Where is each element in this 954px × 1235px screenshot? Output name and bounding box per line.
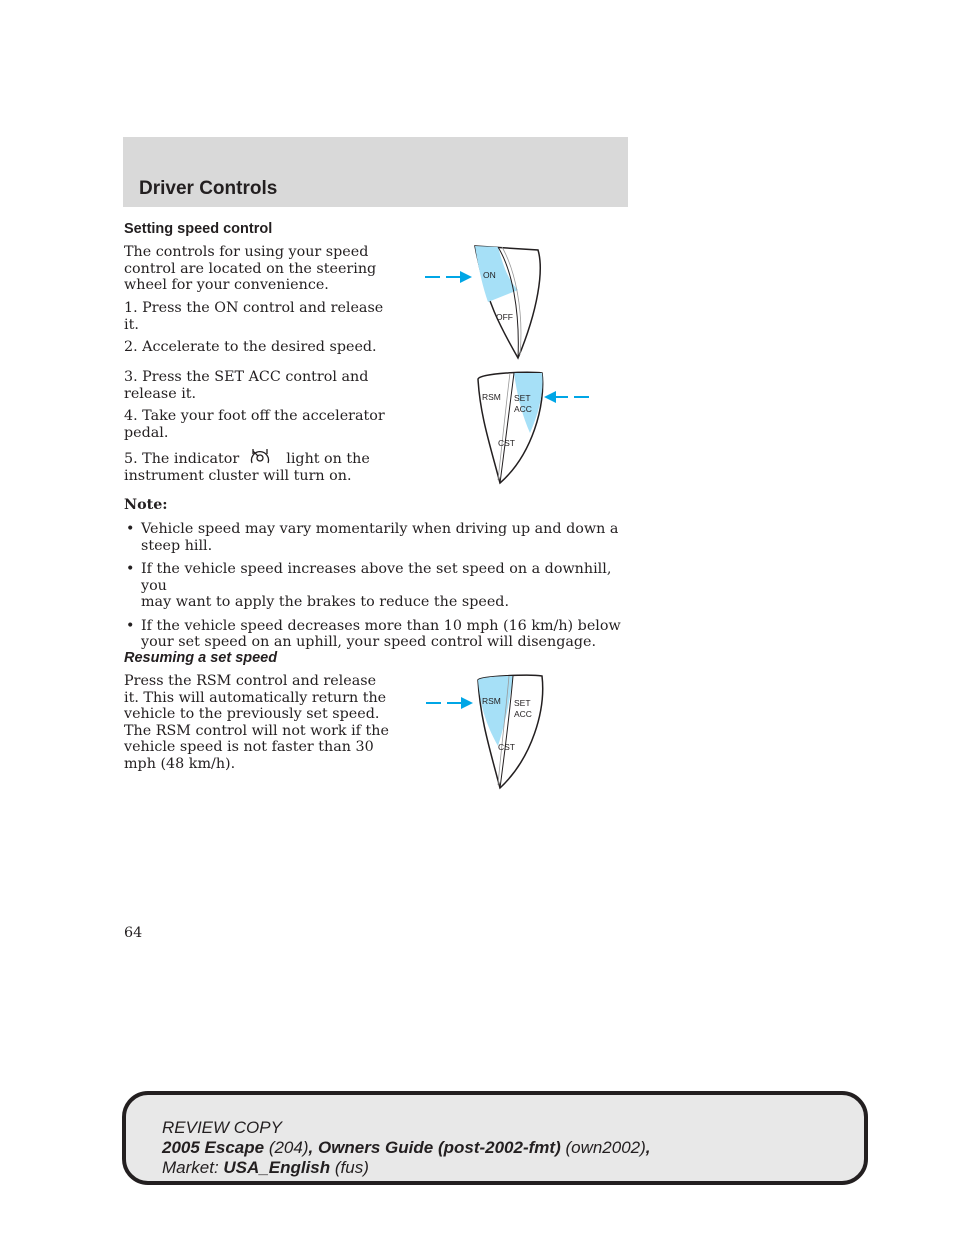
step-5-text: 5. The indicator	[124, 451, 240, 467]
bullet-line: Vehicle speed may vary momentarily when driving up and down a	[141, 521, 619, 537]
note-label: Note:	[124, 497, 168, 513]
resuming-line: Press the RSM control and release	[124, 673, 377, 689]
set-label: SET	[514, 698, 531, 708]
rsm-label: RSM	[482, 696, 501, 706]
step-1	[124, 300, 383, 333]
cst-label: CST	[498, 742, 515, 752]
step-2: 2. Accelerate to the desired speed.	[124, 339, 377, 355]
page-number: 64	[124, 925, 143, 941]
arrow-right-icon	[461, 697, 473, 709]
section-title: Driver Controls	[139, 178, 278, 199]
step-5-text: light on the	[286, 451, 370, 467]
vehicle-name: 2005 Escape	[162, 1138, 265, 1157]
list-item: • Vehicle speed may vary momentarily when driving up and down a steep hill.	[126, 521, 619, 554]
on-off-control-figure	[420, 240, 550, 365]
step-3	[124, 369, 368, 402]
off-label: OFF	[496, 312, 513, 322]
market-name: USA_English	[223, 1158, 331, 1177]
separator: ,	[308, 1138, 318, 1157]
resuming-line: vehicle to the previously set speed.	[124, 706, 380, 722]
step-4	[124, 408, 385, 441]
step-1-line: 1. Press the ON control and release	[124, 300, 384, 316]
arrow-right-icon	[460, 271, 472, 283]
resuming-line: vehicle speed is not faster than 30	[124, 739, 374, 755]
step-4-line: 4. Take your foot off the accelerator	[124, 408, 385, 424]
resuming-heading: Resuming a set speed	[124, 650, 278, 666]
market-label: Market:	[162, 1158, 224, 1177]
on-label: ON	[483, 270, 496, 280]
list-item: • If the vehicle speed increases above the set speed on a downhill, you may want to apply the brakes to reduce the speed.	[126, 561, 612, 610]
intro-line: wheel for your convenience.	[124, 277, 329, 293]
step-5	[124, 448, 370, 484]
list-item: • If the vehicle speed decreases more than 10 mph (16 km/h) below your set speed on an uphill, your speed control will disengage.	[126, 617, 621, 650]
rsm-control-figure	[420, 670, 550, 795]
resuming-line: it. This will automatically return the	[124, 689, 387, 706]
resuming-line: The RSM control will not work if the	[124, 722, 389, 739]
intro-line: control are located on the steering	[124, 260, 377, 277]
set-label: SET	[514, 393, 531, 403]
market-code: (fus)	[330, 1158, 369, 1177]
step-3-line: 3. Press the SET ACC control and	[124, 369, 369, 385]
cst-label: CST	[498, 438, 515, 448]
acc-label: ACC	[514, 404, 532, 414]
intro-line: The controls for using your speed	[124, 244, 369, 260]
guide-name: Owners Guide (post-2002-fmt)	[317, 1138, 561, 1157]
bullet-line: may want to apply the brakes to reduce the speed.	[141, 594, 509, 610]
bullet-line: your set speed on an uphill, your speed control will disengage.	[141, 634, 597, 650]
step-5-text: instrument cluster will turn on.	[124, 467, 352, 484]
bullet-line: If the vehicle speed decreases more than 10 mph (16 km/h) below	[141, 617, 621, 634]
rsm-label: RSM	[482, 392, 501, 402]
bullet-line: If the vehicle speed increases above the set speed on a downhill, you	[141, 561, 612, 594]
step-3-line: release it.	[124, 385, 197, 402]
setting-heading: Setting speed control	[124, 221, 273, 237]
step-4-line: pedal.	[124, 424, 169, 441]
acc-label: ACC	[514, 709, 532, 719]
bullet-line: steep hill.	[141, 537, 213, 554]
intro-paragraph	[124, 244, 376, 294]
step-1-line: it.	[124, 316, 139, 333]
separator: ,	[645, 1138, 651, 1157]
guide-code: (own2002)	[560, 1138, 646, 1157]
resuming-line: mph (48 km/h).	[124, 755, 236, 772]
review-label: REVIEW COPY	[162, 1118, 282, 1137]
set-acc-control-figure	[470, 365, 600, 490]
resuming-paragraph	[124, 673, 389, 772]
speed-control-indicator-icon	[248, 448, 272, 466]
note-list	[124, 521, 624, 658]
vehicle-code: (204)	[264, 1138, 309, 1157]
review-copy-text	[162, 1118, 651, 1178]
